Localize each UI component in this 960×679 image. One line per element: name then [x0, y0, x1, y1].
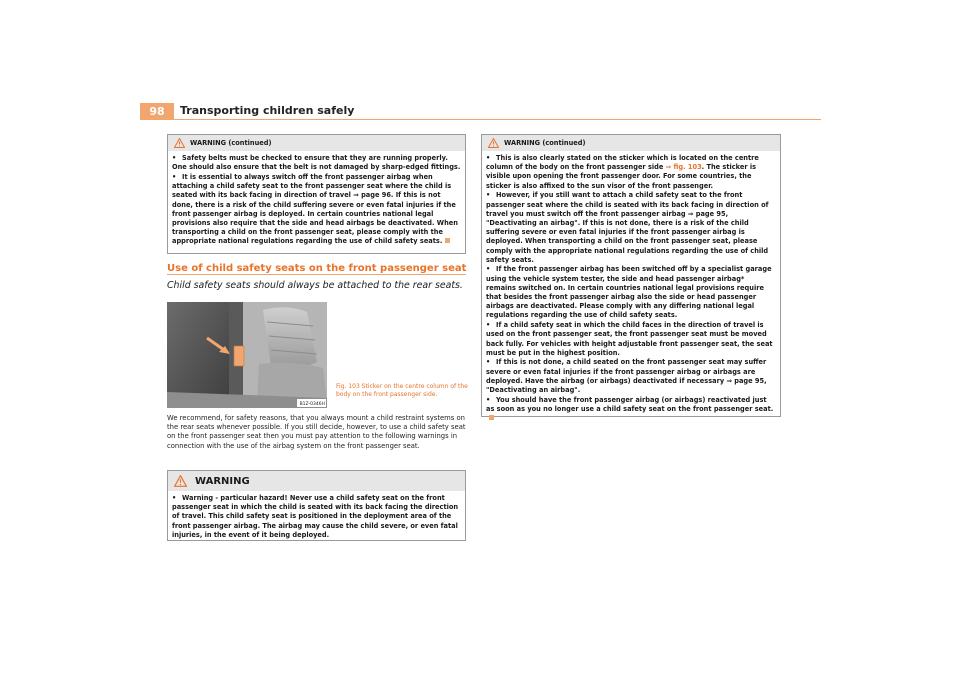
warning-triangle-icon	[488, 138, 499, 148]
warning-paragraph: • This is also clearly stated on the sticker which is located on the centre column of the body on the front passenger side ⇒ fig. 103. The sticker is visible upon opening the front passenger door. For some countries, the sticker is also affixed to the sun visor of the front passenger.	[486, 154, 759, 190]
warning-paragraph: • If a child safety seat in which the child faces in the direction of travel is used on the front passenger seat, the front passenger seat must be moved back fully. For vehicles with height adjustable front passenger seat, the seat must be put in the highest position.	[486, 321, 773, 357]
section-subtitle: Child safety seats should always be attached to the rear seats.	[167, 280, 463, 291]
figure-code: B1Z-0346H	[299, 402, 325, 407]
figure-caption: Fig. 103 Sticker on the centre column of the body on the front passenger side.	[336, 383, 468, 398]
warning-paragraph: • If the front passenger airbag has been switched off by a specialist garage using the vehicle system tester, the side and head passenger airbag* remains switched on. In certain countries national legal provisions require that besides the front passenger airbag also the side or head passenger airbags are deactivated. Please comply with any differing national legal regulations regarding the use of child safety seats.	[486, 265, 772, 320]
door-pillar-illustration	[167, 302, 327, 408]
section-title: Use of child safety seats on the front passenger seat	[167, 263, 467, 274]
section-rule	[167, 274, 466, 275]
warning-header	[168, 471, 465, 491]
warning-box	[167, 470, 466, 541]
warning-paragraph: • You should have the front passenger airbag (or airbags) reactivated just as soon as you no longer use a child safety seat on the front passenger seat.	[486, 396, 776, 424]
warning-paragraph: • Warning - particular hazard! Never use a child safety seat on the front passenger seat in which the child is seated with its back facing the direction of travel. This child safety seat is positioned in the deployment area of the front passenger airbag. The airbag may cause the child severe, or even fatal injuries, in the event of it being deployed.	[172, 494, 459, 539]
warning-paragraph: • If this is not done, a child seated on the front passenger seat may suffer severe or even fatal injuries if the front passenger airbag or airbags are deployed. Have the airbag (or airbags) deactivated if necessary ⇒ page 95, "Deactivating an airbag".	[486, 358, 767, 395]
section-end-marker	[489, 415, 494, 420]
warning-paragraph: • It is essential to always switch off the front passenger airbag when attaching a child safety seat to the front passenger seat where the child is seated with its back facing in direction of travel ⇒ page 96. If this is not done, there is a risk of the child suffering severe or even fatal injuries if the front passenger airbag is deployed. In certain countries national legal provisions also require that the side and head airbags be deactivated. When transporting a child on the front passenger seat, please comply with the appropriate national regulations regarding the use of child safety seats.	[172, 172, 458, 246]
reference-arrow: ⇒	[726, 376, 732, 385]
warning-header	[482, 135, 780, 151]
header-rule	[140, 119, 821, 120]
reference-arrow: ⇒	[353, 191, 359, 200]
section-end-marker	[445, 238, 450, 243]
warning-title: WARNING (continued)	[190, 139, 272, 147]
page-number: 98	[140, 103, 174, 120]
warning-triangle-icon	[174, 475, 187, 487]
page-title: Transporting children safely	[180, 104, 355, 117]
warning-continued-box-left	[167, 134, 466, 254]
figure-link[interactable]: ⇒ fig. 103	[665, 163, 702, 172]
warning-triangle-icon	[174, 138, 185, 148]
reference-arrow: ⇒	[687, 209, 694, 218]
figure-photo	[167, 302, 327, 408]
warning-header	[168, 135, 465, 151]
warning-title: WARNING (continued)	[504, 139, 586, 147]
warning-continued-box-right	[481, 134, 781, 417]
warning-paragraph: • However, if you still want to attach a child safety seat to the front passenger seat where the child is seated with its back facing in direction of travel you must switch off the front passenger airbag ⇒ page 95, "Deactivating an airbag". If this is not done, there is a risk of the child suffering severe or even fatal injuries if the front passenger airbag is deployed. When transporting a child on the front passenger seat, please comply with the appropriate national regulations regarding the use of child safety seats.	[486, 191, 769, 264]
body-paragraph: We recommend, for safety reasons, that you always mount a child restraint systems on the rear seats whenever possible. If you still decide, however, to use a child safety seat on the front passenger seat then you must pay attention to the following warnings in connection with the use of the airbag system on the front passenger seat.	[167, 414, 466, 450]
warning-paragraph: • Safety belts must be checked to ensure that they are running properly. One should also ensure that the belt is not damaged by sharp-edged fittings.	[172, 154, 461, 172]
warning-title: WARNING	[195, 475, 250, 487]
